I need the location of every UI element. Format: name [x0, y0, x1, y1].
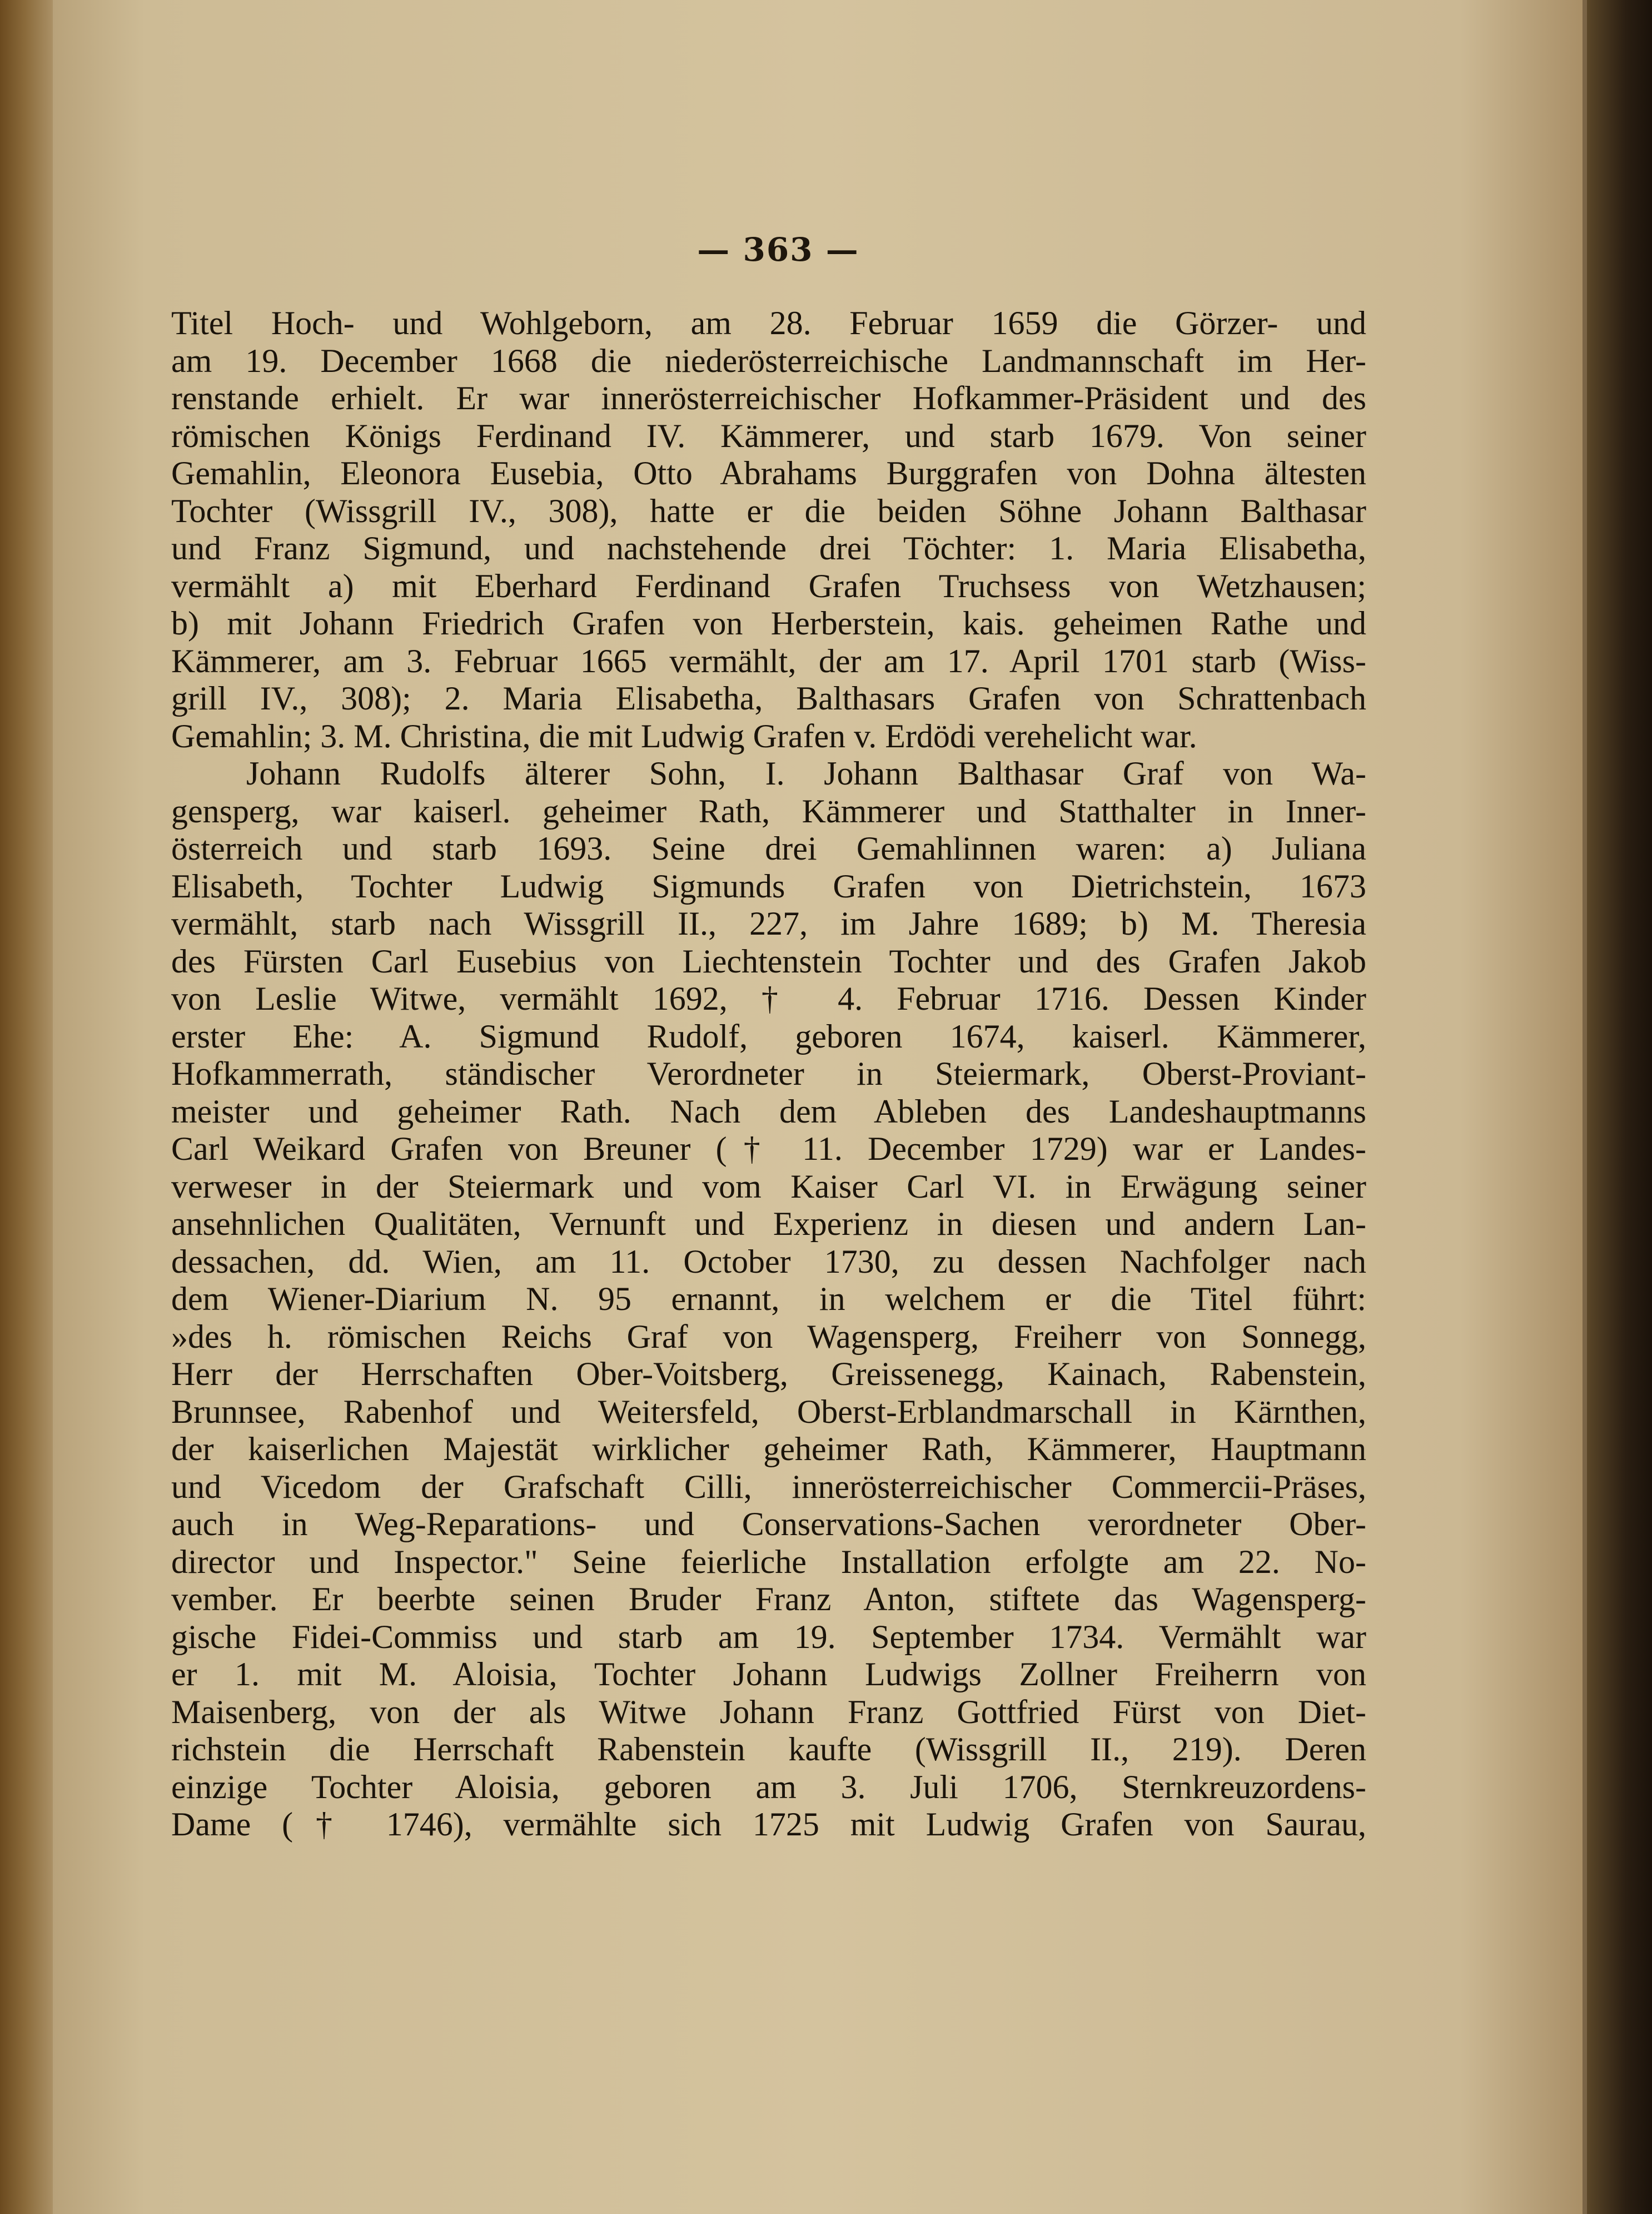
text-line: dem Wiener-Diarium N. 95 ernannt, in welchem er die Titel führt:	[171, 1280, 1366, 1317]
text-line: er 1. mit M. Aloisia, Tochter Johann Ludwigs Zollner Freiherrn von	[171, 1656, 1366, 1692]
text-line: Kämmerer, am 3. Februar 1665 vermählt, der am 17. April 1701 starb (Wiss-	[171, 642, 1366, 679]
text-line: vember. Er beerbte seinen Bruder Franz Anton, stiftete das Wagensperg-	[171, 1581, 1366, 1617]
text-line: vermählt a) mit Eberhard Ferdinand Grafen Truchsess von Wetzhausen;	[171, 567, 1366, 604]
page-edge-shadow	[1587, 0, 1652, 2214]
text-line: grill IV., 308); 2. Maria Elisabetha, Balthasars Grafen von Schrattenbach	[171, 680, 1366, 717]
text-line: römischen Königs Ferdinand IV. Kämmerer, und starb 1679. Von seiner	[171, 417, 1366, 454]
text-line: gische Fidei-Commiss und starb am 19. September 1734. Vermählt war	[171, 1618, 1366, 1655]
text-line: Gemahlin, Eleonora Eusebia, Otto Abrahams Burggrafen von Dohna ältesten	[171, 455, 1366, 492]
text-line: gensperg, war kaiserl. geheimer Rath, Kämmerer und Statthalter in Inner-	[171, 792, 1366, 830]
text-line: renstande erhielt. Er war innerösterreichischer Hofkammer-Präsident und des	[171, 380, 1366, 416]
text-line: von Leslie Witwe, vermählt 1692, † 4. Februar 1716. Dessen Kinder	[171, 980, 1366, 1017]
paragraph-start-line: Johann Rudolfs älterer Sohn, I. Johann Balthasar Graf von Wa-	[246, 755, 1366, 792]
text-line: Brunnsee, Rabenhof und Weitersfeld, Oberst-Erblandmarschall in Kärnthen,	[171, 1393, 1366, 1430]
text-line: Hofkammerrath, ständischer Verordneter in Steiermark, Oberst-Proviant-	[171, 1055, 1366, 1092]
text-line: und Franz Sigmund, und nachstehende drei Töchter: 1. Maria Elisabetha,	[171, 530, 1366, 567]
body-text	[171, 305, 1366, 1844]
text-line: österreich und starb 1693. Seine drei Gemahlinnen waren: a) Juliana	[171, 830, 1366, 867]
text-line: und Vicedom der Grafschaft Cilli, innerösterreichischer Commercii-Präses,	[171, 1468, 1366, 1505]
text-line: richstein die Herrschaft Rabenstein kaufte (Wissgrill II., 219). Deren	[171, 1731, 1366, 1768]
text-line: b) mit Johann Friedrich Grafen von Herberstein, kais. geheimen Rathe und	[171, 605, 1366, 642]
text-line: meister und geheimer Rath. Nach dem Ableben des Landeshauptmanns	[171, 1093, 1366, 1130]
text-line: verweser in der Steiermark und vom Kaiser Carl VI. in Erwägung seiner	[171, 1168, 1366, 1205]
text-line: der kaiserlichen Majestät wirklicher geheimer Rath, Kämmerer, Hauptmann	[171, 1431, 1366, 1467]
text-line: am 19. December 1668 die niederösterreichische Landmannschaft im Her-	[171, 342, 1366, 379]
page-number: — 363 —	[697, 231, 859, 269]
text-line: Titel Hoch- und Wohlgeborn, am 28. Februar 1659 die Görzer- und	[171, 305, 1366, 341]
text-line: des Fürsten Carl Eusebius von Liechtenstein Tochter und des Grafen Jakob	[171, 942, 1366, 980]
text-line: vermählt, starb nach Wissgrill II., 227, im Jahre 1689; b) M. Theresia	[171, 905, 1366, 942]
text-line: Maisenberg, von der als Witwe Johann Franz Gottfried Fürst von Diet-	[171, 1693, 1366, 1730]
text-line: Tochter (Wissgrill IV., 308), hatte er die beiden Söhne Johann Balthasar	[171, 492, 1366, 529]
text-line: Carl Weikard Grafen von Breuner († 11. December 1729) war er Landes-	[171, 1130, 1366, 1167]
text-line: director und Inspector." Seine feierliche Installation erfolgte am 22. No-	[171, 1543, 1366, 1580]
text-line: einzige Tochter Aloisia, geboren am 3. Juli 1706, Sternkreuzordens-	[171, 1768, 1366, 1805]
book-spine	[0, 0, 61, 2214]
text-line: dessachen, dd. Wien, am 11. October 1730, zu dessen Nachfolger nach	[171, 1243, 1366, 1280]
text-line: Herr der Herrschaften Ober-Voitsberg, Greissenegg, Kainach, Rabenstein,	[171, 1356, 1366, 1392]
text-line: ansehnlichen Qualitäten, Vernunft und Experienz in diesen und andern Lan-	[171, 1205, 1366, 1242]
text-line: erster Ehe: A. Sigmund Rudolf, geboren 1674, kaiserl. Kämmerer,	[171, 1017, 1366, 1055]
text-line: Gemahlin; 3. M. Christina, die mit Ludwig Grafen v. Erdödi verehelicht war.	[171, 717, 1197, 754]
text-line: »des h. römischen Reichs Graf von Wagensperg, Freiherr von Sonnegg,	[171, 1318, 1366, 1355]
text-line: auch in Weg-Reparations- und Conservations-Sachen verordneter Ober-	[171, 1506, 1366, 1542]
text-line: Elisabeth, Tochter Ludwig Sigmunds Grafen von Dietrichstein, 1673	[171, 867, 1366, 905]
text-line: Dame († 1746), vermählte sich 1725 mit Ludwig Grafen von Saurau,	[171, 1806, 1366, 1843]
